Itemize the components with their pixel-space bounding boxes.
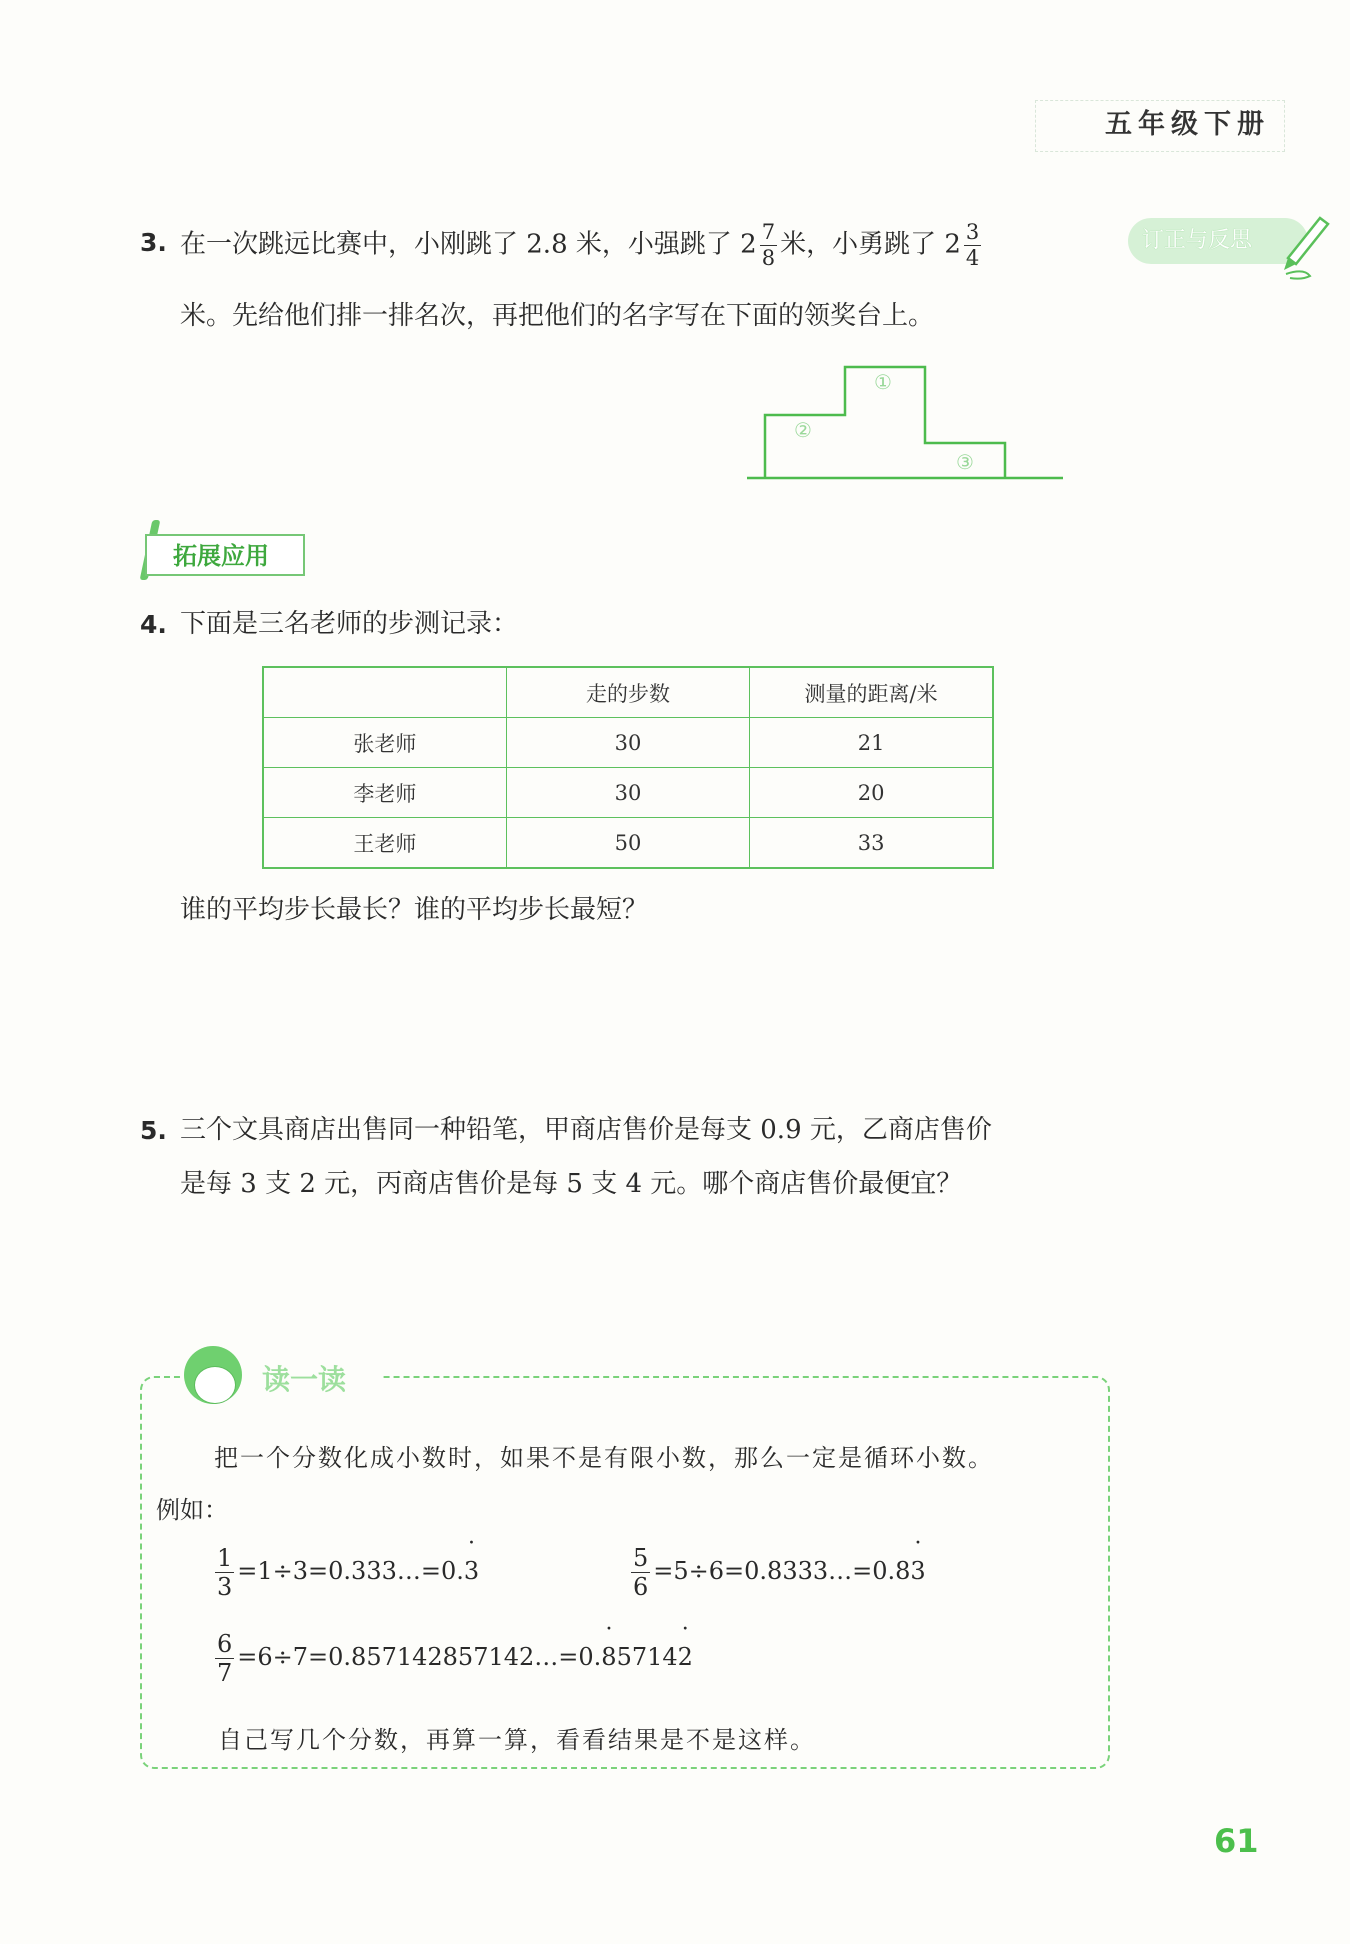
page-number: 61 xyxy=(1214,1822,1259,1860)
repeating-digit: · 3 xyxy=(910,1557,925,1585)
question-4-prompt: 谁的平均步长最长？谁的平均步长最短？ xyxy=(180,895,649,925)
example-3-six-sevenths xyxy=(212,1632,693,1685)
reading-outro: 自己写几个分数，再算一算，看看结果是不是这样。 xyxy=(218,1726,816,1754)
question-3-line-2: 米。先给他们排一排名次，再把他们的名字写在下面的领奖台上。 xyxy=(180,301,935,331)
example-1-third xyxy=(212,1546,479,1599)
fraction-numerator: 5 xyxy=(633,1544,649,1572)
repeating-digits-middle: 5714 xyxy=(616,1643,678,1671)
fraction-denominator: 7 xyxy=(217,1659,233,1687)
table-header-cell: 走的步数 xyxy=(506,667,749,718)
fraction-numerator: 6 xyxy=(217,1630,233,1658)
correction-label: 订正与反思 xyxy=(1142,228,1253,253)
fraction-3-4 xyxy=(964,222,981,269)
question-3-text-b: 米，小勇跳了 2 xyxy=(780,229,961,260)
fraction-numerator: 3 xyxy=(965,220,980,244)
table-row xyxy=(263,818,993,869)
table-cell: 王老师 xyxy=(263,818,506,869)
question-3-text-a: 在一次跳远比赛中，小刚跳了 2.8 米，小强跳了 2 xyxy=(180,229,757,260)
table-cell: 50 xyxy=(506,818,749,869)
repeating-digit: · 3 xyxy=(464,1557,479,1585)
question-5-line-2: 是每 3 支 2 元，丙商店售价是每 5 支 4 元。哪个商店售价最便宜？ xyxy=(180,1169,963,1199)
question-5-line-1: 三个文具商店出售同一种铅笔，甲商店售价是每支 0.9 元，乙商店售价 xyxy=(180,1115,992,1145)
fraction-denominator: 6 xyxy=(633,1573,649,1601)
fraction-1-3 xyxy=(215,1546,234,1599)
question-4-number: 4. xyxy=(140,610,167,639)
step-measurement-table xyxy=(262,666,994,869)
example-1-expression: =1÷3=0.333…=0. xyxy=(237,1557,464,1585)
question-3-line-1 xyxy=(180,222,984,269)
grade-label: 五年级下册 xyxy=(1035,100,1285,152)
question-3-number: 3. xyxy=(140,228,167,257)
table-cell: 30 xyxy=(506,718,749,768)
fraction-5-6 xyxy=(631,1546,650,1599)
table-header-cell xyxy=(263,667,506,718)
table-header-row xyxy=(263,667,993,718)
fraction-6-7 xyxy=(215,1632,234,1685)
table-row xyxy=(263,768,993,818)
table-row xyxy=(263,718,993,768)
example-2-five-sixths xyxy=(628,1546,926,1599)
question-5-number: 5. xyxy=(140,1116,167,1145)
podium-first-place: ① xyxy=(874,370,892,394)
fraction-numerator: 7 xyxy=(761,220,776,244)
table-cell: 李老师 xyxy=(263,768,506,818)
podium-second-place: ② xyxy=(794,418,812,442)
table-cell: 张老师 xyxy=(263,718,506,768)
fraction-denominator: 4 xyxy=(965,246,980,270)
table-cell: 20 xyxy=(750,768,993,818)
fraction-numerator: 1 xyxy=(217,1544,233,1572)
girl-face-icon xyxy=(194,1366,236,1404)
reading-intro: 把一个分数化成小数时，如果不是有限小数，那么一定是循环小数。 xyxy=(214,1444,994,1472)
repeating-digit-start: · 8 xyxy=(601,1643,616,1671)
fraction-denominator: 8 xyxy=(761,246,776,270)
reading-title: 读一读 xyxy=(262,1363,347,1396)
reading-example-label: 例如： xyxy=(156,1496,228,1524)
podium-third-place: ③ xyxy=(956,450,974,474)
table-cell: 30 xyxy=(506,768,749,818)
repeating-digit-end: · 2 xyxy=(678,1643,693,1671)
fraction-denominator: 3 xyxy=(217,1573,233,1601)
extension-section-title: 拓展应用 xyxy=(145,534,305,576)
table-cell: 21 xyxy=(750,718,993,768)
table-header-cell: 测量的距离/米 xyxy=(750,667,993,718)
example-3-expression: =6÷7=0.857142857142…=0. xyxy=(237,1643,602,1671)
table-cell: 33 xyxy=(750,818,993,869)
fraction-7-8 xyxy=(760,222,777,269)
example-2-expression: =5÷6=0.8333…=0.8 xyxy=(653,1557,911,1585)
question-4-text: 下面是三名老师的步测记录： xyxy=(180,609,519,639)
pencil-icon xyxy=(1280,210,1336,280)
